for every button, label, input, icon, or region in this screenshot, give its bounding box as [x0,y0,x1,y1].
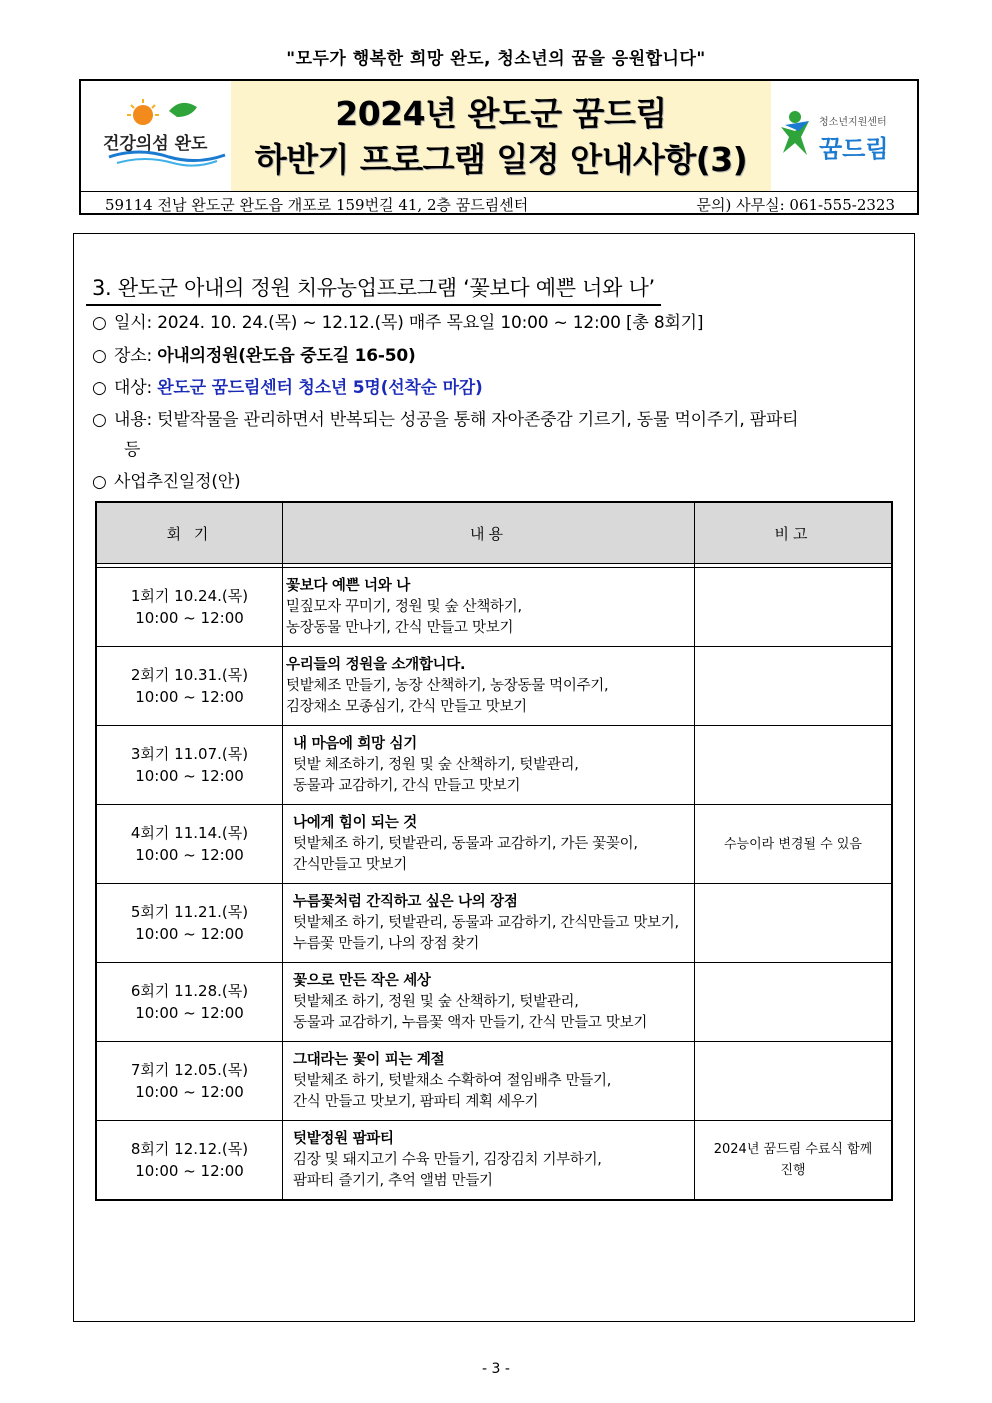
row-line-1: 텃밭 체조하기, 정원 및 숲 산책하기, 텃밭관리, [293,756,579,773]
session-cell [96,726,283,805]
wando-logo [81,81,231,191]
row-line-2: 누름꽃 만들기, 나의 장점 찾기 [293,935,480,952]
title-band [231,81,771,191]
note-cell [695,963,893,1042]
title-line-1: 2024년 완도군 꿈드림 [335,94,667,133]
session-time: 10:00 ~ 12:00 [135,925,244,943]
content-cell [283,1121,695,1201]
row-line-2: 팜파티 즐기기, 추억 앨범 만들기 [293,1172,493,1189]
row-line-2: 동물과 교감하기, 누름꽃 액자 만들기, 간식 만들고 맛보기 [293,1014,648,1031]
content-cell [283,805,695,884]
address: 59114 전남 완도군 완도읍 개포로 159번길 41, 2층 꿈드림센터 [105,196,529,214]
row-line-2: 동물과 교감하기, 간식 만들고 맛보기 [293,777,521,794]
place-value: 아내의정원(완도읍 중도길 16-50) [157,346,416,366]
session-cell [96,568,283,647]
note-cell: 수능이라 변경될 수 있음 [695,805,893,884]
row-line-1: 텃밭체조 하기, 텃밭관리, 동물과 교감하기, 간식만들고 맛보기, [293,914,679,931]
header-box [79,79,919,215]
kkumdream-logo-big: 꿈드림 [819,135,889,163]
row-line-2: 농장동물 만나기, 간식 만들고 맛보기 [286,619,514,636]
session-time: 10:00 ~ 12:00 [135,688,244,706]
page-number: - 3 - [482,1361,510,1377]
table-row [96,726,892,805]
session-label: 2회기 10.31.(목) [130,666,249,684]
row-title: 내 마음에 희망 심기 [293,735,417,752]
session-time: 10:00 ~ 12:00 [135,846,244,864]
note-cell [695,647,893,726]
bullet-circle-icon: ○ [92,472,107,492]
table-row [96,1121,892,1201]
title-line-2: 하반기 프로그램 일정 안내사항(3) [254,140,748,179]
session-label: 1회기 10.24.(목) [130,587,249,605]
date-value: 2024. 10. 24.(목) ~ 12.12.(목) 매주 목요일 10:00 ~ 12:00 [총 8회기] [157,313,704,333]
row-title: 꽃보다 예쁜 너와 나 [286,577,410,594]
target-value: 완도군 꿈드림센터 청소년 5명(선착순 마감) [157,378,483,398]
target-label: 대상: [114,378,158,398]
header-content: 내용 [283,502,695,564]
row-title: 그대라는 꽃이 피는 계절 [293,1051,445,1068]
session-label: 6회기 11.28.(목) [130,982,249,1000]
note-cell [695,568,893,647]
session-label: 4회기 11.14.(목) [130,824,249,842]
kkumdream-logo-small: 청소년지원센터 [819,117,887,128]
session-label: 3회기 11.07.(목) [130,745,249,763]
bullet-circle-icon: ○ [92,313,107,333]
bullet-circle-icon: ○ [92,378,107,398]
row-line-1: 밀짚모자 꾸미기, 정원 및 숲 산책하기, [286,598,522,615]
note-cell [695,884,893,963]
info-date [92,308,703,333]
table-header-row [96,502,892,564]
info-content [92,405,798,465]
content-box [73,233,915,1322]
header-note: 비고 [695,502,893,564]
section-title: 3. 완도군 아내의 정원 치유농업프로그램 ‘꽃보다 예쁜 너와 나’ [86,272,661,306]
content-cell [283,726,695,805]
wando-logo-text: 건강의섬 완도 [103,134,208,154]
bullet-circle-icon: ○ [92,346,107,366]
note-cell: 2024년 꿈드림 수료식 함께 진행 [695,1121,893,1201]
session-cell [96,963,283,1042]
header-top [81,81,917,192]
session-time: 10:00 ~ 12:00 [135,1162,244,1180]
row-title: 우리들의 정원을 소개합니다. [286,656,466,673]
table-row [96,1042,892,1121]
place-label: 장소: [114,346,158,366]
table-row [96,963,892,1042]
row-title: 꽃으로 만든 작은 세상 [293,972,431,989]
session-time: 10:00 ~ 12:00 [135,767,244,785]
row-line-1: 텃밭체조 만들기, 농장 산책하기, 농장동물 먹이주기, [286,677,609,694]
session-cell [96,1121,283,1201]
schedule-table [95,501,893,1201]
row-line-1: 김장 및 돼지고기 수육 만들기, 김장김치 기부하기, [293,1151,602,1168]
table-row [96,568,892,647]
contact: 문의) 사무실: 061-555-2323 [696,196,895,214]
session-label: 8회기 12.12.(목) [130,1140,249,1158]
session-cell [96,1042,283,1121]
date-label: 일시: [114,313,158,333]
session-cell [96,884,283,963]
row-line-2: 간식만들고 맛보기 [293,856,407,873]
note-cell [695,1042,893,1121]
header-info-bar [81,192,917,214]
row-line-2: 간식 만들고 맛보기, 팜파티 계획 세우기 [293,1093,539,1110]
table-row [96,647,892,726]
row-line-1: 텃밭체조 하기, 정원 및 숲 산책하기, 텃밭관리, [293,993,579,1010]
session-time: 10:00 ~ 12:00 [135,1004,244,1022]
slogan: "모두가 행복한 희망 완도, 청소년의 꿈을 응원합니다" [286,49,706,69]
session-time: 10:00 ~ 12:00 [135,1083,244,1101]
content-cell [283,884,695,963]
session-cell [96,805,283,884]
session-cell [96,647,283,726]
note-cell [695,726,893,805]
info-place [92,341,416,366]
content-cell [283,647,695,726]
row-title: 텃밭정원 팜파티 [293,1130,394,1147]
header-session: 회 기 [96,502,283,564]
content-line-2: 등 [124,440,141,460]
kkumdream-logo [771,81,917,191]
row-line-1: 텃밭체조 하기, 텃밭채소 수확하여 절임배추 만들기, [293,1072,612,1089]
table-row [96,884,892,963]
content-cell [283,1042,695,1121]
row-line-2: 김장채소 모종심기, 간식 만들고 맛보기 [286,698,527,715]
content-cell [283,963,695,1042]
table-row [96,805,892,884]
row-title: 나에게 힘이 되는 것 [293,814,417,831]
session-label: 5회기 11.21.(목) [130,903,249,921]
row-title: 누름꽃처럼 간직하고 싶은 나의 장점 [293,893,518,910]
content-line-1: 내용: 텃밭작물을 관리하면서 반복되는 성공을 통해 자아존중감 기르기, 동물 먹이주기, 팜파티 [114,410,799,430]
session-label: 7회기 12.05.(목) [130,1061,249,1079]
plan-label: 사업추진일정(안) [114,472,241,492]
info-plan [92,467,240,492]
session-time: 10:00 ~ 12:00 [135,609,244,627]
bullet-circle-icon: ○ [92,410,107,430]
info-target [92,373,483,398]
row-line-1: 텃밭체조 하기, 텃밭관리, 동물과 교감하기, 가든 꽃꽂이, [293,835,638,852]
content-cell [283,568,695,647]
